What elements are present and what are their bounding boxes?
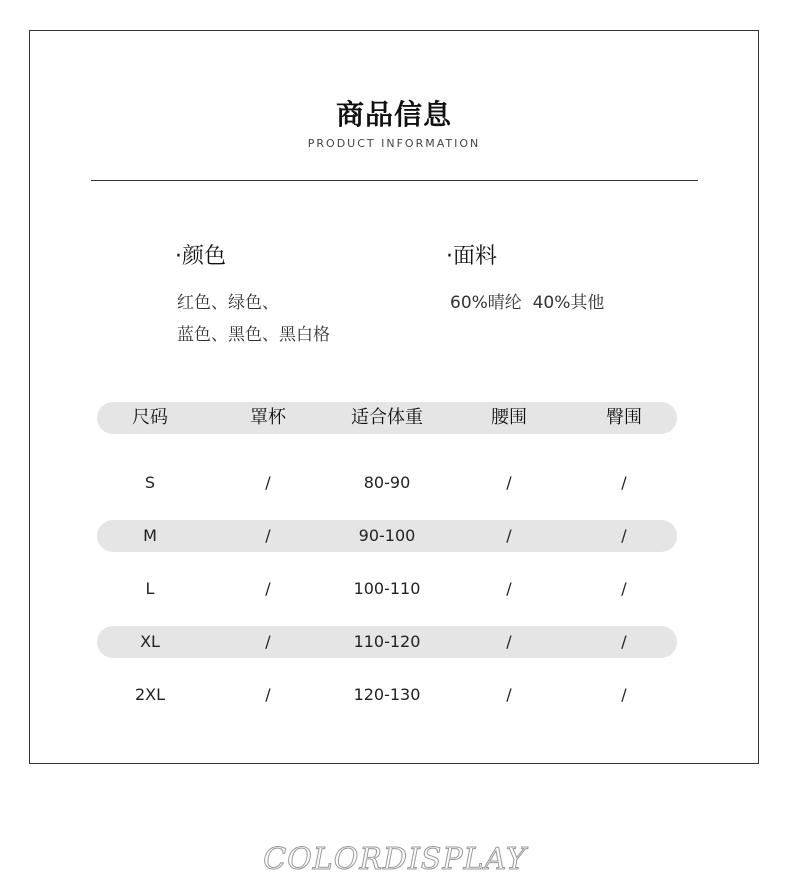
header-divider bbox=[91, 180, 698, 181]
cell-weight: 80-90 bbox=[363, 473, 411, 492]
cell-waist: / bbox=[506, 685, 512, 704]
cell-cup: / bbox=[265, 579, 271, 598]
cell-size: S bbox=[144, 473, 156, 492]
cell-waist: / bbox=[506, 526, 512, 545]
cell-weight: 110-120 bbox=[353, 632, 421, 651]
fabric-value: 60%晴纶 40%其他 bbox=[450, 293, 605, 313]
table-row bbox=[97, 520, 677, 552]
header-cell-hip: 臀围 bbox=[606, 407, 642, 428]
cell-hip: / bbox=[621, 632, 627, 651]
header-cell-waist: 腰围 bbox=[491, 407, 527, 428]
table-row bbox=[97, 626, 677, 658]
cell-hip: / bbox=[621, 685, 627, 704]
cell-weight: 90-100 bbox=[358, 526, 416, 545]
cell-hip: / bbox=[621, 473, 627, 492]
cell-cup: / bbox=[265, 685, 271, 704]
cell-size: 2XL bbox=[134, 685, 166, 704]
cell-waist: / bbox=[506, 473, 512, 492]
cell-size: M bbox=[143, 526, 157, 545]
page-title: 商品信息 bbox=[335, 98, 452, 131]
cell-waist: / bbox=[506, 579, 512, 598]
color-label: ·颜色 bbox=[175, 244, 226, 269]
cell-size: L bbox=[145, 579, 155, 598]
table-row bbox=[97, 679, 677, 711]
color-values-line-1: 红色、绿色、 bbox=[177, 293, 279, 313]
cell-weight: 100-110 bbox=[353, 579, 421, 598]
cell-waist: / bbox=[506, 632, 512, 651]
cell-cup: / bbox=[265, 526, 271, 545]
cell-hip: / bbox=[621, 526, 627, 545]
color-values-line-2: 蓝色、黑色、黑白格 bbox=[177, 325, 330, 345]
table-header-row bbox=[97, 402, 677, 434]
brand-logo: COLORDISPLAY bbox=[263, 842, 527, 877]
page-subtitle: PRODUCT INFORMATION bbox=[307, 137, 481, 150]
cell-size: XL bbox=[140, 632, 160, 651]
cell-cup: / bbox=[265, 473, 271, 492]
header-cell-weight: 适合体重 bbox=[351, 407, 423, 428]
fabric-label: ·面料 bbox=[446, 244, 497, 269]
color-values bbox=[177, 287, 330, 351]
cell-hip: / bbox=[621, 579, 627, 598]
product-info-card bbox=[29, 30, 759, 764]
header-cell-size: 尺码 bbox=[132, 407, 168, 428]
cell-cup: / bbox=[265, 632, 271, 651]
table-row bbox=[97, 573, 677, 605]
cell-weight: 120-130 bbox=[353, 685, 421, 704]
header-cell-cup: 罩杯 bbox=[250, 407, 286, 428]
table-row bbox=[97, 467, 677, 499]
